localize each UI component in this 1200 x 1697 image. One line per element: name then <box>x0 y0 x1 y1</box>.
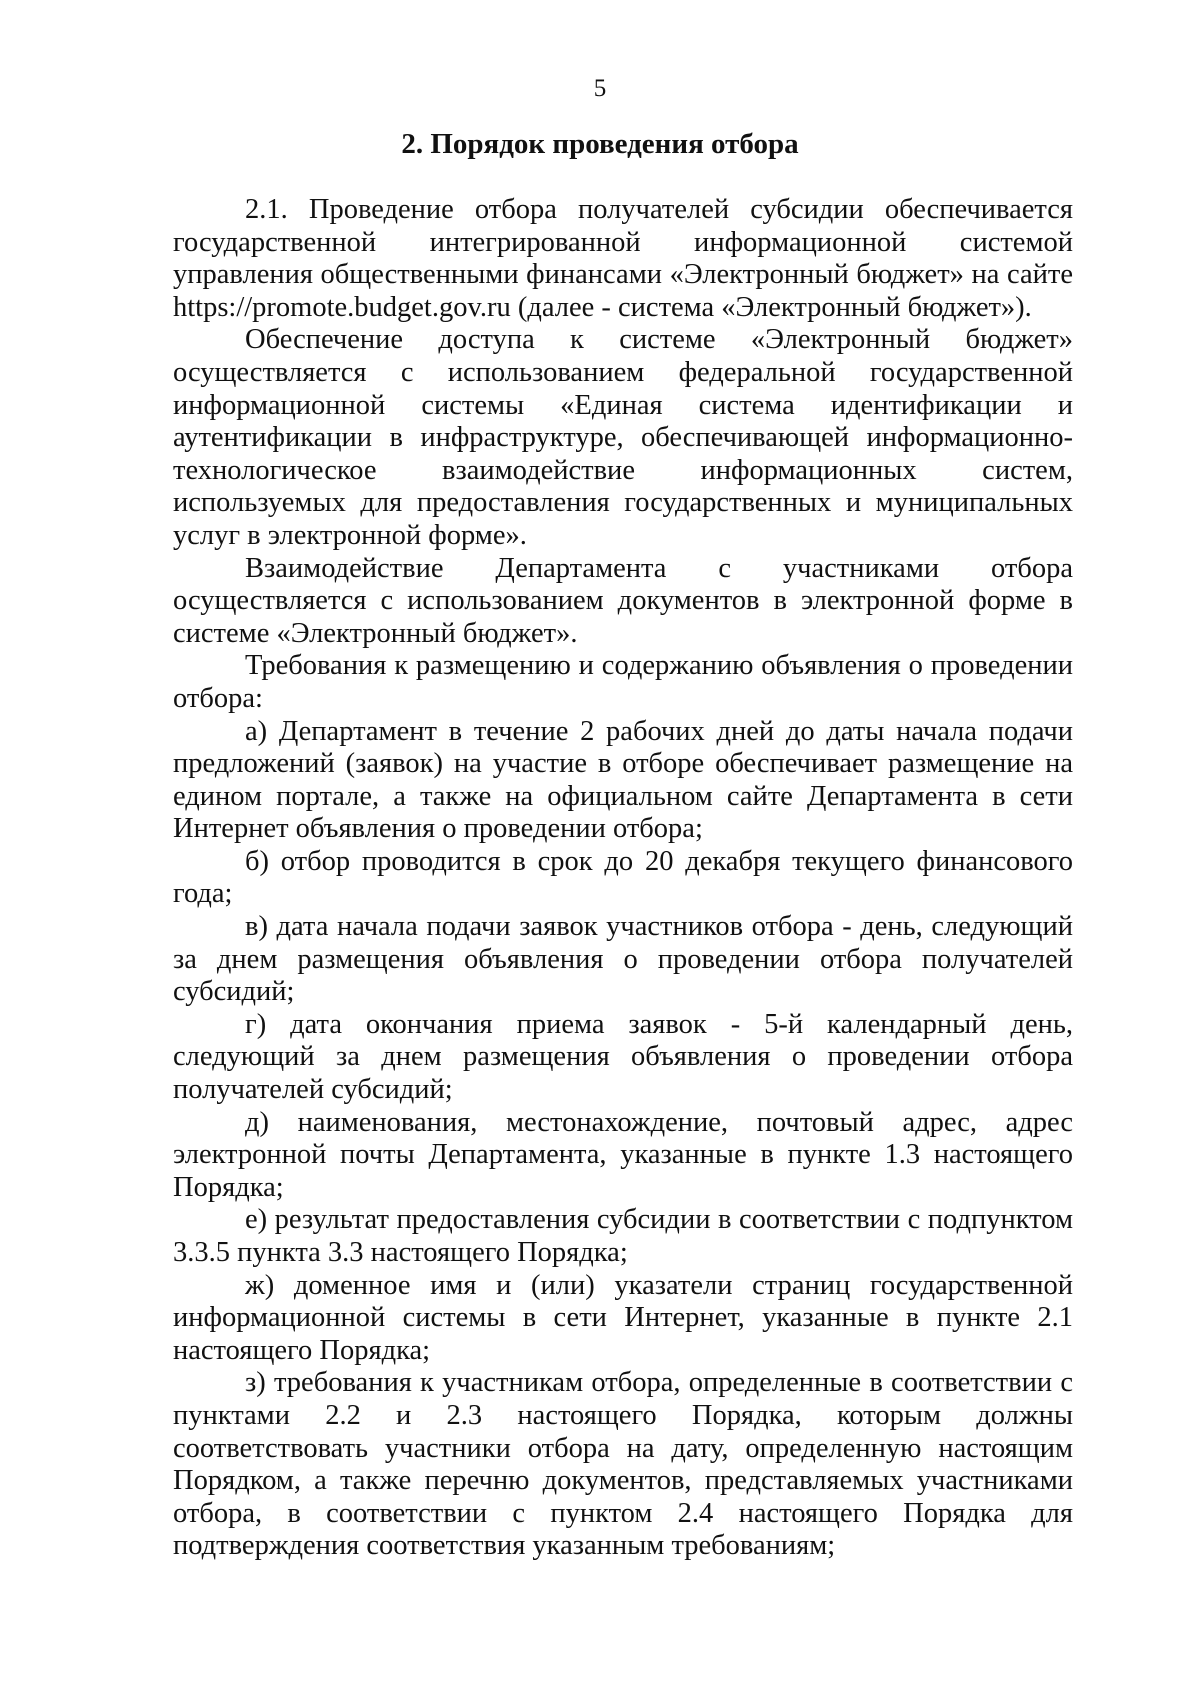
paragraph-2-1: 2.1. Проведение отбора получателей субсидии обеспечивается государственной интегрированной информационной системой управления общественными финансами «Электронный бюджет» на сайте https://promote.budget.gov.ru (далее - система «Электронный бюджет»). <box>173 194 1073 323</box>
list-item-e: е) результат предоставления субсидии в соответствии с подпунктом 3.3.5 пункта 3.3 настоящего Порядка; <box>173 1204 1073 1268</box>
paragraph-access: Обеспечение доступа к системе «Электронный бюджет» осуществляется с использованием федеральной государственной информационной системы «Единая система идентификации и аутентификации в инфраструктуре, обеспечивающей информационно-технологическое взаимодействие информационных систем, используемых для предоставления государственных и муниципальных услуг в электронной форме». <box>173 324 1073 551</box>
page-number: 5 <box>593 75 607 102</box>
section-heading: 2. Порядок проведения отбора <box>401 128 799 160</box>
list-item-g: г) дата окончания приема заявок - 5-й календарный день, следующий за днем размещения объявления о проведении отбора получателей субсидий; <box>173 1008 1073 1106</box>
list-item-b: б) отбор проводится в срок до 20 декабря текущего финансового года; <box>173 845 1073 910</box>
paragraph-requirements: Требования к размещению и содержанию объявления о проведении отбора: <box>173 650 1073 714</box>
list-item-z: з) требования к участникам отбора, определенные в соответствии с пунктами 2.2 и 2.3 настоящего Порядка, которым должны соответствовать участники отбора на дату, определенную настоящим Порядком, а также перечню документов, представляемых участниками отбора, в соответствии с пунктом 2.4 настоящего Порядка для подтверждения соответствия указанным требованиям; <box>173 1367 1073 1562</box>
list-item-v: в) дата начала подачи заявок участников отбора - день, следующий за днем размещения объявления о проведении отбора получателей субсидий; <box>173 911 1073 1008</box>
paragraph-interaction: Взаимодействие Департамента с участниками отбора осуществляется с использованием документов в электронной форме в системе «Электронный бюджет». <box>173 552 1073 649</box>
list-item-zh: ж) доменное имя и (или) указатели страниц государственной информационной системы в сети Интернет, указанные в пункте 2.1 настоящего Порядка; <box>173 1269 1073 1366</box>
document-body <box>173 194 1073 1563</box>
list-item-a: а) Департамент в течение 2 рабочих дней до даты начала подачи предложений (заявок) на участие в отборе обеспечивает размещение на едином портале, а также на официальном сайте Департамента в сети Интернет объявления о проведении отбора; <box>173 715 1073 845</box>
list-item-d: д) наименования, местонахождение, почтовый адрес, адрес электронной почты Департамента, указанные в пункте 1.3 настоящего Порядка; <box>173 1106 1073 1203</box>
